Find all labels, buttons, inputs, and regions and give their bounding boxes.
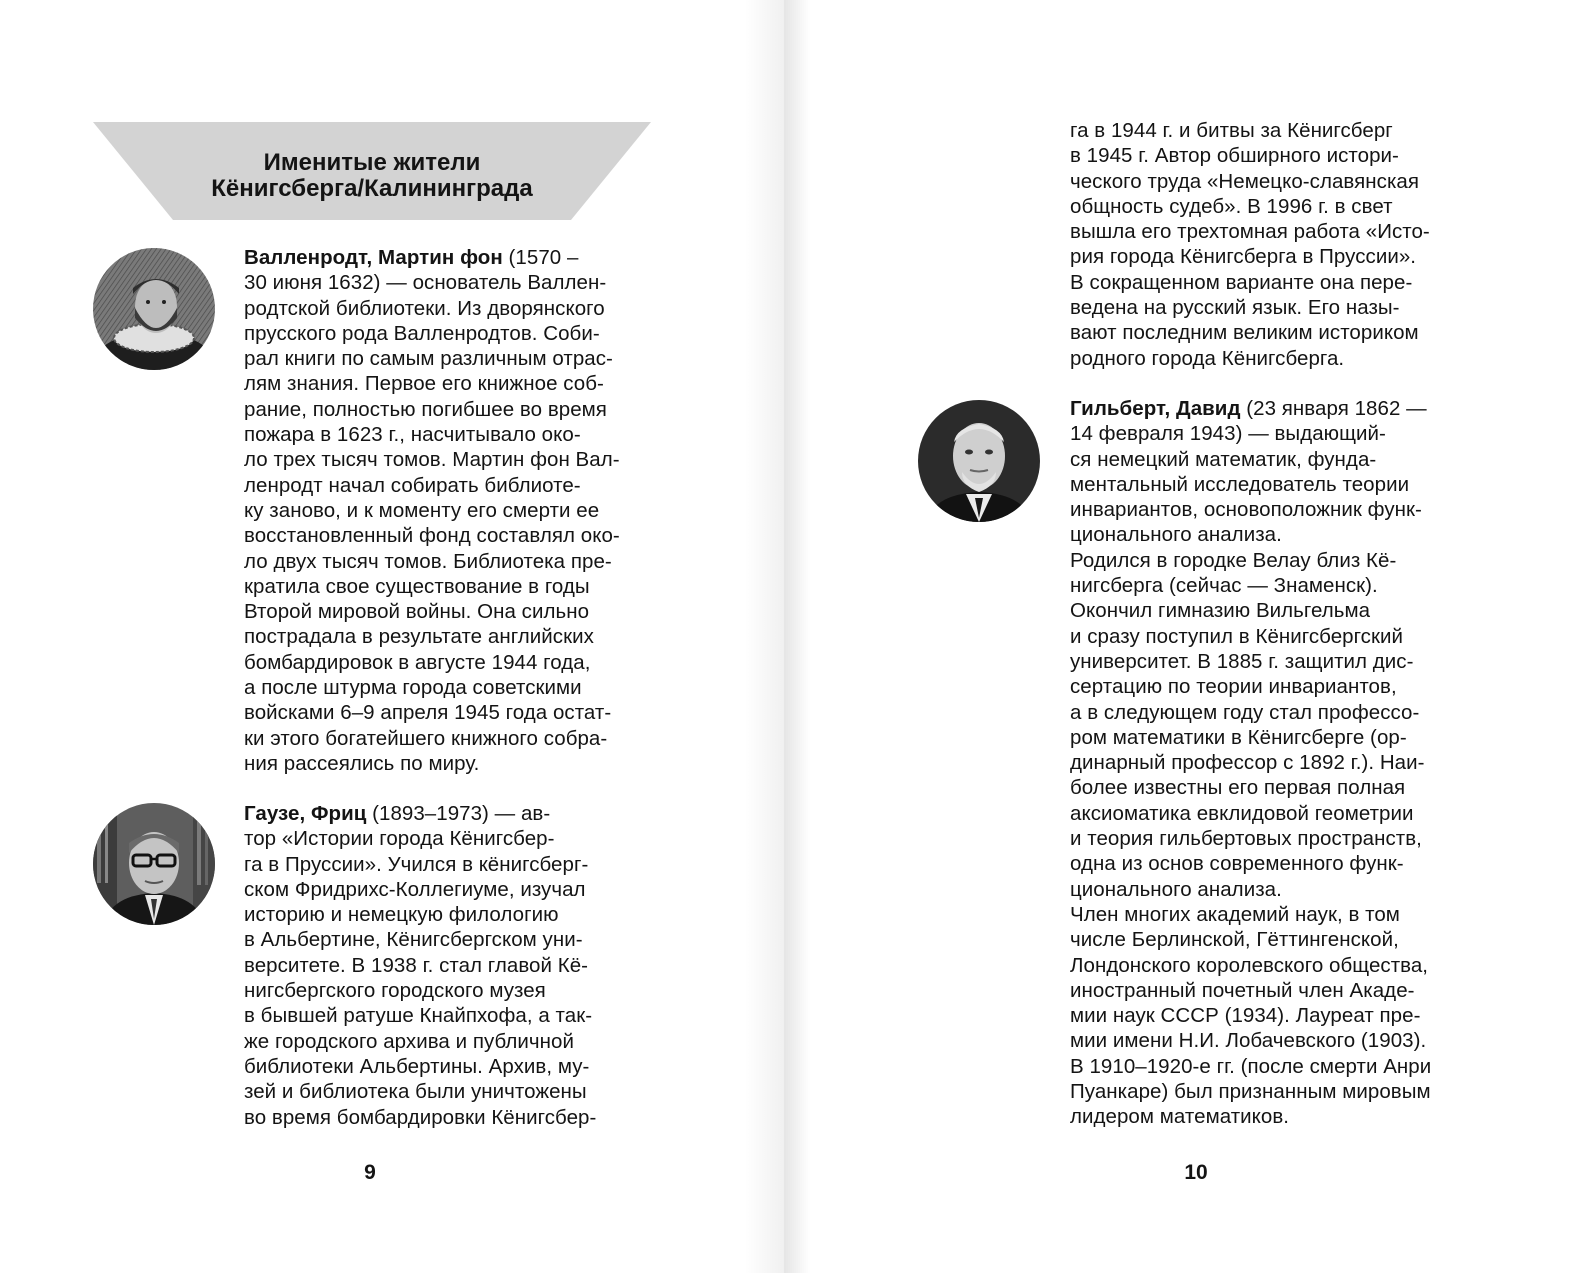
entry-first-line	[1070, 396, 1510, 421]
entry-line: в бывшей ратуше Кнайпхофа, а так-	[244, 1004, 593, 1028]
entry-first-line	[244, 801, 664, 826]
portrait-gause	[93, 803, 215, 925]
section-heading-banner	[93, 122, 651, 220]
entry-line: га в 1944 г. и битвы за Кёнигсберг	[1070, 119, 1393, 142]
entry-line: одна из основ современного функ-	[1070, 852, 1404, 876]
section-heading	[93, 150, 651, 202]
entry-line: пострадала в результате английских	[244, 625, 594, 649]
entry-name: Гильберт, Давид	[1070, 397, 1241, 420]
entry-line: Член многих академий наук, в том	[1070, 902, 1400, 926]
page-number: 10	[1184, 1161, 1208, 1184]
entry-line: тор «Истории города Кёнигсбер-	[244, 827, 555, 851]
section-heading-line: Кёнигсберга/Калининграда	[211, 175, 533, 202]
entry-line: вают последним великим историком	[1070, 321, 1419, 345]
entry-line: бомбардировок в августе 1944 года,	[244, 650, 591, 674]
entry-line: га в Пруссии». Учился в кёнигсберг-	[244, 852, 589, 876]
entry-line: университет. В 1885 г. защитил дис-	[1070, 649, 1414, 673]
entry-line: В сокращенном варианте она пере-	[1070, 270, 1413, 294]
page-fold-shadow	[784, 0, 810, 1273]
entry-line: рия города Кёнигсберга в Пруссии».	[1070, 245, 1417, 269]
entry-line: кратила свое существование в годы	[244, 574, 590, 598]
entry-line: 14 февраля 1943) — выдающий-	[1070, 422, 1386, 446]
entry-line: в Альбертине, Кёнигсбергском уни-	[244, 928, 583, 952]
entry-line: аксиоматика евклидовой геометрии	[1070, 801, 1414, 825]
entry-name: Валленродт, Мартин фон	[244, 246, 503, 269]
entry-line: нигсбергского городского музея	[244, 979, 546, 1003]
entry-line: ционального анализа.	[1070, 877, 1282, 901]
entry-line: сертацию по теории инвариантов,	[1070, 675, 1397, 699]
entry-line: во время бомбардировки Кёнигсбер-	[244, 1105, 597, 1129]
entry-line: восстановленный фонд составлял око-	[244, 524, 620, 548]
entry-line: рал книги по самым различным отрас-	[244, 347, 613, 371]
entry-line: пожара в 1623 г., насчитывало око-	[244, 423, 581, 447]
section-heading-line: Именитые жители	[263, 149, 481, 176]
entry-line: в 1945 г. Автор обширного истори-	[1070, 144, 1399, 168]
entry-line: мии имени Н.И. Лобачевского (1903).	[1070, 1029, 1427, 1053]
entry-line: лям знания. Первое его книжное соб-	[244, 372, 604, 396]
entry-first-line	[244, 245, 664, 270]
entry-line: числе Берлинской, Гёттингенской,	[1070, 928, 1399, 952]
entry-line: ки этого богатейшего книжного собра-	[244, 726, 608, 750]
entry-line: рание, полностью погибшее во время	[244, 397, 607, 421]
entry-line: динарный профессор с 1892 г.). Наи-	[1070, 751, 1425, 775]
entry-line: ку заново, и к моменту его смерти ее	[244, 498, 600, 522]
entry-text: (1893–1973) — ав-	[366, 802, 551, 825]
entry-line: вышла его трехтомная работа «Исто-	[1070, 220, 1430, 244]
entry-line: ся немецкий математик, фунда-	[1070, 447, 1377, 471]
entry-line: прусского рода Валленродтов. Соби-	[244, 321, 600, 345]
entry-line: Окончил гимназию Вильгельма	[1070, 599, 1371, 623]
entry-line: родного города Кёнигсберга.	[1070, 346, 1345, 370]
entry-line: Родился в городке Велау близ Кё-	[1070, 548, 1397, 572]
entry-text: (1570 –	[502, 246, 579, 269]
entry-line: ведена на русский язык. Его назы-	[1070, 296, 1400, 320]
entry-wallenrodt	[244, 245, 664, 776]
entry-line: В 1910–1920-е гг. (после смерти Анри	[1070, 1054, 1432, 1078]
entry-line: же городского архива и публичной	[244, 1029, 574, 1053]
entry-line: ло двух тысяч томов. Библиотека пре-	[244, 549, 612, 573]
entry-line: ленродт начал собирать библиоте-	[244, 473, 581, 497]
entry-line: а в следующем году стал профессо-	[1070, 700, 1420, 724]
entry-gause-continuation	[1070, 118, 1510, 371]
entry-line: ментальный исследователь теории	[1070, 472, 1410, 496]
entry-line: Второй мировой войны. Она сильно	[244, 600, 590, 624]
page-number: 9	[364, 1161, 376, 1184]
entry-line: верситете. В 1938 г. стал главой Кё-	[244, 953, 589, 977]
entry-line: а после штурма города советскими	[244, 676, 582, 700]
entry-line: лидером математиков.	[1070, 1105, 1290, 1129]
page-fold-shadow	[744, 0, 784, 1273]
entry-line: ния рассеялись по миру.	[244, 751, 480, 775]
entry-line: инвариантов, основоположник функ-	[1070, 498, 1422, 522]
left-page	[0, 0, 784, 1273]
entry-line: Пуанкаре) был признанным мировым	[1070, 1080, 1431, 1104]
entry-line: ском Фридрихс-Коллегиуме, изучал	[244, 877, 586, 901]
entry-line: историю и немецкую филологию	[244, 903, 559, 927]
entry-line: ром математики в Кёнигсберге (ор-	[1070, 725, 1407, 749]
entry-line: родтской библиотеки. Из дворянского	[244, 296, 605, 320]
entry-gause	[244, 801, 664, 1130]
entry-line: мии наук СССР (1934). Лауреат пре-	[1070, 1004, 1421, 1028]
entry-line: ло трех тысяч томов. Мартин фон Вал-	[244, 448, 620, 472]
entry-line: более известны его первая полная	[1070, 776, 1406, 800]
entry-line: войсками 6–9 апреля 1945 года остат-	[244, 701, 612, 725]
right-page	[784, 0, 1573, 1273]
entry-line: библиотеки Альбертины. Архив, му-	[244, 1054, 590, 1078]
entry-hilbert	[1070, 396, 1510, 1130]
entry-line: и теория гильбертовых пространств,	[1070, 827, 1422, 851]
entry-line: общность судеб». В 1996 г. в свет	[1070, 194, 1393, 218]
entry-line: и сразу поступил в Кёнигсбергский	[1070, 624, 1404, 648]
entry-line: 30 июня 1632) — основатель Валлен-	[244, 271, 607, 295]
entry-line: ческого труда «Немецко-славянская	[1070, 169, 1420, 193]
entry-name: Гаузе, Фриц	[244, 802, 367, 825]
entry-line: ционального анализа.	[1070, 523, 1282, 547]
entry-line: иностранный почетный член Акаде-	[1070, 978, 1415, 1002]
entry-text: (23 января 1862 —	[1240, 397, 1427, 420]
portrait-hilbert	[918, 400, 1040, 522]
entry-line: нигсберга (сейчас — Знаменск).	[1070, 574, 1378, 598]
entry-line: зей и библиотека были уничтожены	[244, 1080, 587, 1104]
portrait-wallenrodt	[93, 248, 215, 370]
entry-line: Лондонского королевского общества,	[1070, 953, 1429, 977]
